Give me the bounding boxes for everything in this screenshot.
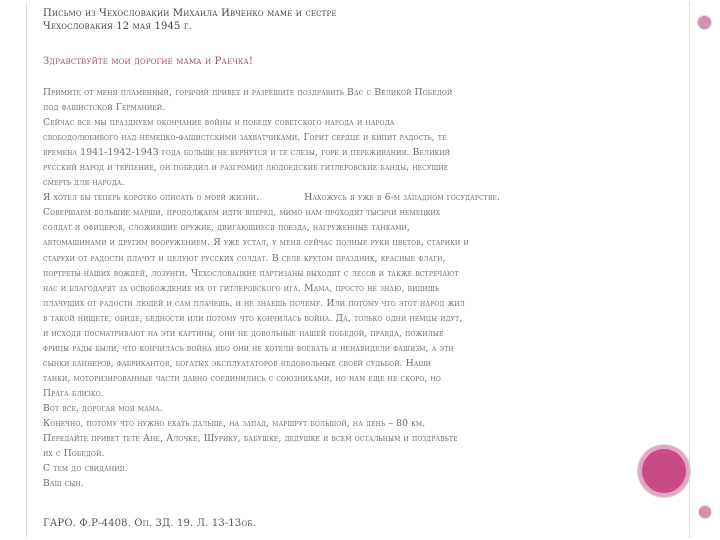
letter-line: смерть для народа. — [43, 177, 125, 189]
letter-line: нас и благодарят за освобождение их от гитлеровского ига. Мама, просто не знаю, видишь — [43, 282, 440, 294]
letter-line: старухи от радости плачут и целуют русских солдат. В селе крутом праздник, красные флаги, — [43, 252, 446, 264]
letter-line: свободолюбивого над немецко-фашистскими захватчиками. Горит сердце и кипит радость, те — [43, 132, 447, 144]
letter-line: Ваш сын. — [43, 478, 84, 490]
letter-line: Передайте привет тете Ане, Алочке, Шурику, бабушке, дедушке и всем остальным и поздравьте — [43, 433, 458, 445]
letter-line: солдат и офицеров, сложившие оружие, двигающиеся поезда, нагруженные танками, — [43, 222, 410, 234]
letter-body — [43, 85, 665, 491]
letter-line: Сейчас все мы празднуем окончание войны и победу советского народа и народа — [43, 117, 395, 129]
letter-line: в такой нищете, обиде, бедности или потому что кончилась война. Да, только одни немцы идут, — [43, 312, 463, 324]
letter-line-tail: Нахожусь я уже в 6-м западном государстве. — [304, 192, 501, 204]
letter-line: сынки баннеров, фабрикантов, богатых эксплуататоров недовольные своей судьбой. Наши — [43, 357, 431, 369]
letter-line: Примите от меня пламенный, горячий привет и разрешите поздравить Вас с Великой Победой — [43, 87, 453, 98]
letter-line: плачущих от радости людей и сам плачешь, и не знаешь почему. Или потому что этот народ жил — [43, 297, 465, 309]
decorative-circle-top — [698, 16, 711, 29]
letter-line: их с Победой. — [43, 448, 105, 460]
letter-line: портреты наших вождей, лозунги. Чехословацкие партизаны выходят с лесов и также встречают — [43, 267, 459, 279]
letter-line: танки, моторизированные части давно соединились с союзниками, но нам еще не скоро, но — [43, 372, 441, 384]
letter-line: автомашинами и другим вооружением. Я уже устал, у меня сейчас полные руки цветов, старики и — [43, 237, 469, 249]
letter-line: Совершаем большие марши, продолжаем идти вперед, мимо нам проходят тысячи немецких — [43, 207, 441, 219]
letter-line: русский народ и терпение, он победил и разгромил людоедские гитлеровские банды, несущие — [43, 162, 449, 174]
letter-line-text: Я хотел бы теперь коротко описать о моей жизни. — [43, 192, 263, 204]
letter-line-with-tail — [43, 190, 665, 205]
letter-line: времена 1941-1942-1943 года больше не вернутся и те слезы, горе и переживания. Великий — [43, 147, 451, 159]
decorative-circle-bottom — [699, 506, 711, 518]
letter-line: под фашистской Германией. — [43, 102, 166, 114]
letter-line: Вот все, дорогая моя мама. — [43, 402, 163, 414]
letter-text-area — [43, 7, 665, 530]
letter-line: С тем до свидания. — [43, 463, 128, 475]
letter-greeting: Здравствуйте мои дорогие мама и Раечка! — [43, 56, 253, 67]
title-line-2: Чехословакия 12 мая 1945 г. — [43, 21, 192, 32]
title-line-1: Письмо из Чехословакии Михаила Ивченко маме и сестре — [43, 8, 337, 19]
decorative-circle-large — [642, 449, 686, 493]
archive-reference: ГАРО. Ф.Р-4408. Оп. 3Д. 19. Л. 13-13об. — [43, 518, 256, 530]
document-title — [43, 7, 665, 33]
letter-line: фрицы рады были, что кончилась война ибо они не хотели воевать и ненавидели фашизм, а эти — [43, 342, 454, 354]
letter-line: Конечно, потому что нужно ехать дальше, на запад, маршрут большой, на день – 80 км. — [43, 418, 426, 430]
letter-line: и исходя посматривают на эти картины, они не довольные нашей победой, правда, пожилые — [43, 327, 444, 339]
letter-line: Прага близко. — [43, 387, 104, 399]
